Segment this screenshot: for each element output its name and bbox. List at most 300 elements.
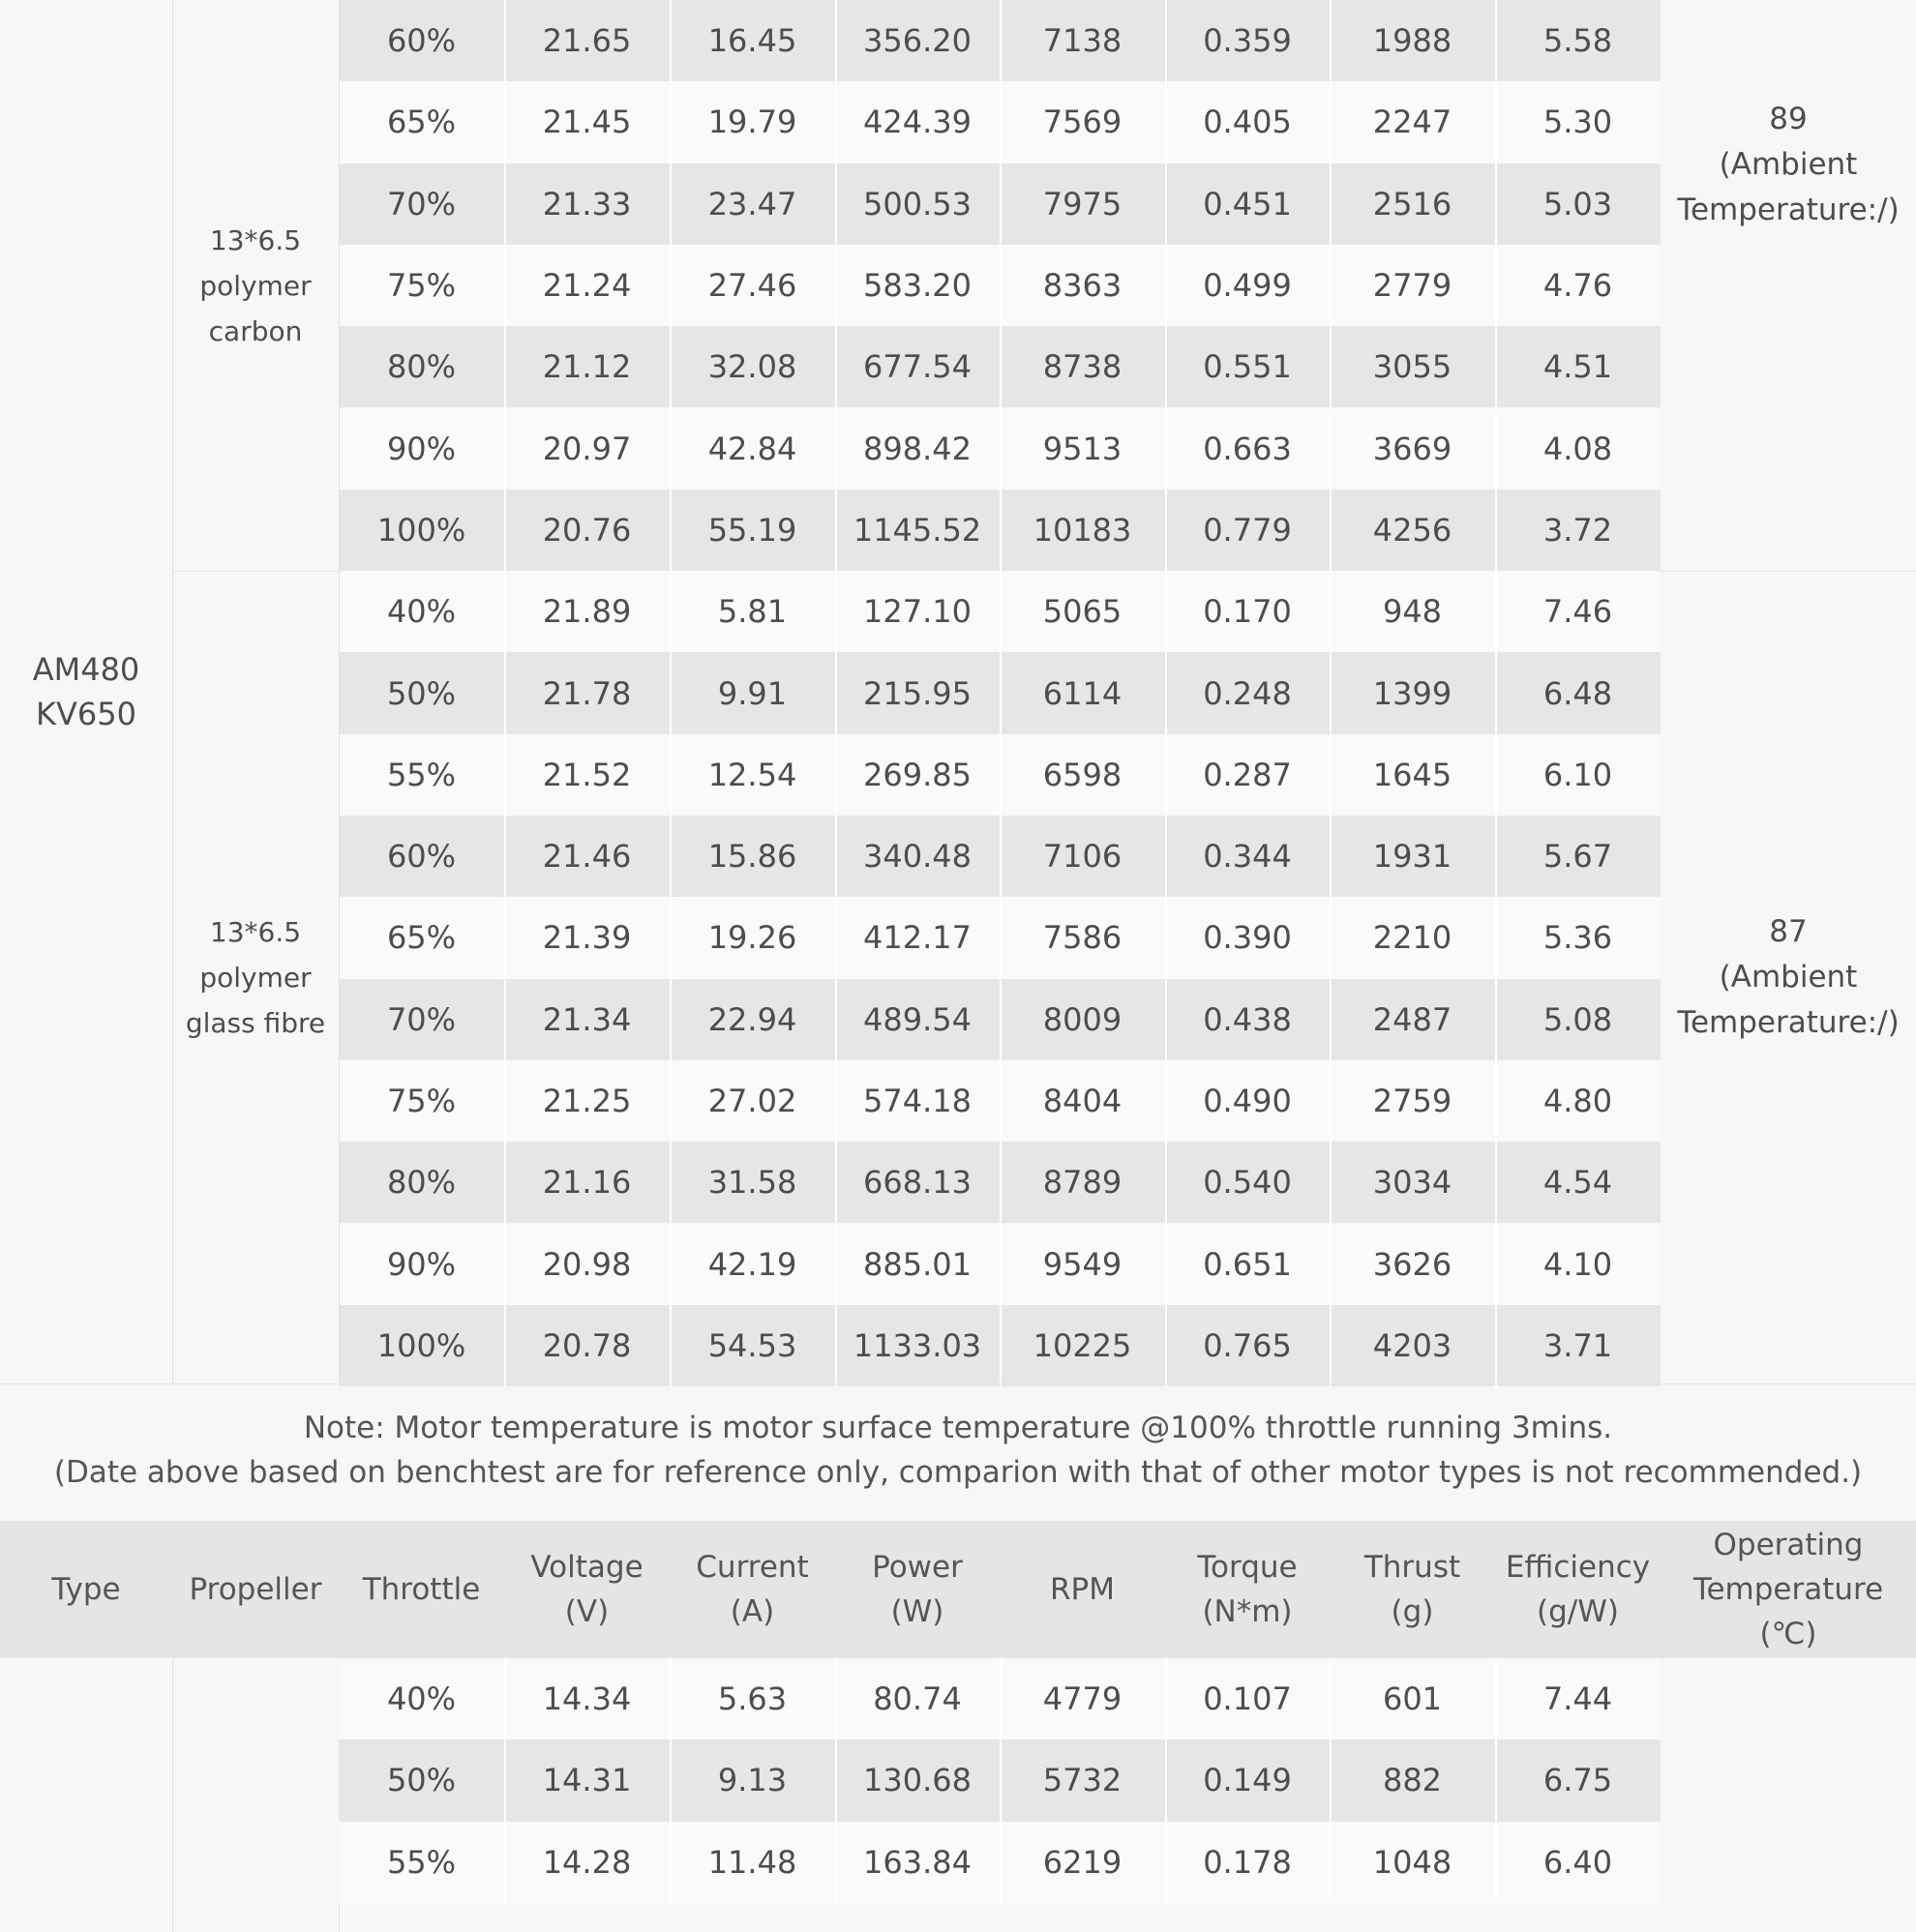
column-separator [670, 1060, 672, 1142]
thrust-cell: 2487 [1372, 1000, 1452, 1038]
thrust-cell: 882 [1382, 1762, 1443, 1799]
column-separator [1165, 408, 1167, 490]
column-separator [670, 163, 672, 245]
column-separator [1495, 734, 1497, 816]
column-separator [1000, 734, 1002, 816]
column-separator [1165, 897, 1167, 978]
column-separator [1330, 326, 1332, 407]
column-separator [670, 408, 672, 490]
header-thrust: Thrust (g) [1363, 1550, 1461, 1629]
power-cell: 489.54 [863, 1000, 972, 1038]
voltage-cell: 21.46 [542, 838, 632, 876]
torque-cell: 0.499 [1203, 267, 1292, 305]
column-separator [670, 245, 672, 326]
column-separator [1330, 0, 1332, 81]
column-separator [1165, 652, 1167, 733]
operating-temperature-carbon: 89 (Ambient Temperature:/) [1677, 101, 1900, 227]
voltage-cell: 21.78 [542, 674, 632, 712]
note-line-1: Note: Motor temperature is motor surface temperature @100% throttle running 3mins. [303, 1411, 1613, 1445]
throttle-cell: 80% [386, 1164, 457, 1202]
header-current: Current (A) [696, 1550, 809, 1629]
column-separator [1495, 1739, 1497, 1821]
voltage-cell: 21.52 [542, 756, 632, 793]
column-separator [835, 1739, 837, 1821]
power-cell: 412.17 [863, 919, 972, 957]
column-separator [670, 897, 672, 978]
column-separator [504, 1060, 506, 1142]
column-separator [1330, 571, 1332, 652]
column-separator [1495, 1224, 1497, 1305]
motor-type-label: AM480 KV650 [32, 651, 140, 732]
column-separator [504, 734, 506, 816]
column-separator [835, 245, 837, 326]
throttle-cell: 60% [386, 22, 457, 60]
torque-cell: 0.779 [1203, 511, 1292, 549]
power-cell: 130.68 [863, 1762, 972, 1799]
voltage-cell: 20.97 [542, 430, 632, 467]
column-separator [835, 1060, 837, 1142]
rpm-cell: 8009 [1042, 1000, 1123, 1038]
column-separator [1330, 979, 1332, 1060]
column-separator [835, 1224, 837, 1305]
throttle-cell: 50% [386, 1762, 457, 1799]
divider-lower-type-column [172, 1658, 173, 1932]
column-separator [504, 1658, 506, 1739]
column-separator [1330, 734, 1332, 816]
current-cell: 55.19 [707, 511, 797, 549]
rpm-cell: 9513 [1042, 430, 1123, 467]
efficiency-cell: 3.72 [1542, 511, 1613, 549]
power-cell: 80.74 [873, 1680, 962, 1718]
current-cell: 32.08 [707, 348, 797, 386]
column-separator [1330, 652, 1332, 733]
current-cell: 12.54 [707, 756, 797, 793]
column-separator [1165, 1822, 1167, 1903]
rpm-cell: 7586 [1042, 919, 1123, 957]
column-separator [1330, 1658, 1332, 1739]
column-separator [504, 163, 506, 245]
column-separator [1165, 1060, 1167, 1142]
header-operating-temperature: Operating Temperature (℃) [1692, 1528, 1884, 1651]
column-separator [835, 897, 837, 978]
column-separator [835, 652, 837, 733]
column-separator [1330, 245, 1332, 326]
column-separator [504, 571, 506, 652]
current-cell: 11.48 [707, 1843, 797, 1881]
rpm-cell: 7975 [1042, 185, 1123, 223]
voltage-cell: 21.39 [542, 919, 632, 957]
divider-propeller-groups [172, 571, 339, 572]
column-separator [670, 1739, 672, 1821]
efficiency-cell: 4.76 [1542, 267, 1613, 305]
column-separator [504, 245, 506, 326]
column-separator [1495, 816, 1497, 897]
thrust-cell: 3055 [1372, 348, 1452, 386]
column-separator [670, 1142, 672, 1223]
column-separator [1000, 571, 1002, 652]
column-separator [1000, 1305, 1002, 1386]
column-separator [504, 979, 506, 1060]
throttle-cell: 90% [386, 430, 457, 467]
column-separator [1330, 816, 1332, 897]
power-cell: 574.18 [863, 1083, 972, 1120]
column-separator [504, 326, 506, 407]
column-separator [504, 897, 506, 978]
efficiency-cell: 6.10 [1542, 756, 1613, 793]
thrust-cell: 1399 [1372, 674, 1452, 712]
torque-cell: 0.149 [1203, 1762, 1292, 1799]
rpm-cell: 8404 [1042, 1083, 1123, 1120]
power-cell: 163.84 [863, 1843, 972, 1881]
column-separator [1165, 0, 1167, 81]
power-cell: 269.85 [863, 756, 972, 793]
thrust-cell: 1931 [1372, 838, 1452, 876]
current-cell: 19.79 [707, 104, 797, 141]
rpm-cell: 5732 [1042, 1762, 1123, 1799]
torque-cell: 0.248 [1203, 674, 1292, 712]
column-separator [1000, 0, 1002, 81]
column-separator [1165, 326, 1167, 407]
column-separator [835, 571, 837, 652]
column-separator [835, 326, 837, 407]
header-torque: Torque (N*m) [1197, 1550, 1298, 1629]
current-cell: 9.13 [717, 1762, 788, 1799]
column-separator [1000, 245, 1002, 326]
column-separator [504, 1739, 506, 1821]
efficiency-cell: 5.08 [1542, 1000, 1613, 1038]
column-separator [504, 1822, 506, 1903]
column-separator [1165, 490, 1167, 571]
column-separator [670, 326, 672, 407]
power-cell: 898.42 [863, 430, 972, 467]
column-separator [670, 1822, 672, 1903]
column-separator [1000, 1739, 1002, 1821]
thrust-cell: 2210 [1372, 919, 1452, 957]
rpm-cell: 8363 [1042, 267, 1123, 305]
current-cell: 31.58 [707, 1164, 797, 1202]
thrust-cell: 948 [1382, 593, 1443, 631]
column-separator [835, 490, 837, 571]
throttle-cell: 80% [386, 348, 457, 386]
column-separator [835, 1658, 837, 1739]
voltage-cell: 21.34 [542, 1000, 632, 1038]
propeller-label-glass-fibre: 13*6.5 polymer glass fibre [185, 915, 326, 1039]
column-separator [1165, 163, 1167, 245]
power-cell: 424.39 [863, 104, 972, 141]
current-cell: 15.86 [707, 838, 797, 876]
column-separator [1165, 1305, 1167, 1386]
throttle-cell: 60% [386, 838, 457, 876]
column-separator [1165, 979, 1167, 1060]
voltage-cell: 20.78 [542, 1326, 632, 1364]
torque-cell: 0.178 [1203, 1843, 1292, 1881]
voltage-cell: 21.45 [542, 104, 632, 141]
power-cell: 583.20 [863, 267, 972, 305]
propeller-label-carbon: 13*6.5 polymer carbon [199, 223, 312, 347]
current-cell: 16.45 [707, 22, 797, 60]
efficiency-cell: 4.10 [1542, 1245, 1613, 1283]
column-separator [1330, 897, 1332, 978]
rpm-cell: 10225 [1033, 1326, 1132, 1364]
throttle-cell: 75% [386, 267, 457, 305]
rpm-cell: 5065 [1042, 593, 1123, 631]
column-separator [1330, 163, 1332, 245]
throttle-cell: 90% [386, 1245, 457, 1283]
column-separator [835, 734, 837, 816]
torque-cell: 0.405 [1203, 104, 1292, 141]
column-separator [1000, 897, 1002, 978]
header-efficiency: Efficiency (g/W) [1505, 1550, 1651, 1629]
efficiency-cell: 3.71 [1542, 1326, 1613, 1364]
voltage-cell: 20.76 [542, 511, 632, 549]
header-propeller: Propeller [189, 1572, 322, 1607]
column-separator [1000, 816, 1002, 897]
current-cell: 42.84 [707, 430, 797, 467]
efficiency-cell: 5.36 [1542, 919, 1613, 957]
column-separator [504, 652, 506, 733]
current-cell: 5.81 [717, 593, 788, 631]
divider-temperature-groups [1661, 571, 1916, 572]
rpm-cell: 7106 [1042, 838, 1123, 876]
column-separator [1330, 1224, 1332, 1305]
column-separator [1000, 1224, 1002, 1305]
torque-cell: 0.359 [1203, 22, 1292, 60]
column-separator [835, 0, 837, 81]
column-separator [670, 1224, 672, 1305]
power-cell: 215.95 [863, 674, 972, 712]
column-separator [1495, 1142, 1497, 1223]
power-cell: 668.13 [863, 1164, 972, 1202]
throttle-cell: 40% [386, 593, 457, 631]
throttle-cell: 50% [386, 674, 457, 712]
column-separator [1330, 490, 1332, 571]
column-separator [670, 979, 672, 1060]
column-separator [670, 490, 672, 571]
column-separator [1165, 81, 1167, 163]
thrust-cell: 2247 [1372, 104, 1452, 141]
column-separator [1330, 1060, 1332, 1142]
torque-cell: 0.765 [1203, 1326, 1292, 1364]
header-throttle: Throttle [362, 1572, 481, 1607]
header-type: Type [51, 1572, 121, 1607]
column-separator [670, 1658, 672, 1739]
voltage-cell: 21.16 [542, 1164, 632, 1202]
column-separator [1000, 81, 1002, 163]
column-separator [835, 408, 837, 490]
column-separator [1495, 490, 1497, 571]
column-separator [1495, 0, 1497, 81]
torque-cell: 0.663 [1203, 430, 1292, 467]
throttle-cell: 100% [376, 511, 466, 549]
column-separator [1330, 408, 1332, 490]
throttle-cell: 55% [386, 1843, 457, 1881]
voltage-cell: 14.31 [542, 1762, 632, 1799]
column-separator [670, 571, 672, 652]
column-separator [835, 816, 837, 897]
column-separator [1495, 979, 1497, 1060]
column-separator [1165, 245, 1167, 326]
column-separator [504, 81, 506, 163]
rpm-cell: 7138 [1042, 22, 1123, 60]
column-separator [1000, 1822, 1002, 1903]
efficiency-cell: 7.46 [1542, 593, 1613, 631]
voltage-cell: 21.12 [542, 348, 632, 386]
torque-cell: 0.451 [1203, 185, 1292, 223]
column-separator [835, 1822, 837, 1903]
torque-cell: 0.651 [1203, 1245, 1292, 1283]
rpm-cell: 6219 [1042, 1843, 1123, 1881]
efficiency-cell: 6.48 [1542, 674, 1613, 712]
throttle-cell: 100% [376, 1326, 466, 1364]
column-separator [1165, 734, 1167, 816]
throttle-cell: 65% [386, 919, 457, 957]
note-line-2: (Date above based on benchtest are for reference only, comparion with that of other motor types is not recommended.) [53, 1455, 1863, 1490]
current-cell: 9.91 [717, 674, 788, 712]
thrust-cell: 1988 [1372, 22, 1452, 60]
divider-propeller-column [339, 0, 340, 1383]
rpm-cell: 8738 [1042, 348, 1123, 386]
voltage-cell: 20.98 [542, 1245, 632, 1283]
column-separator [504, 1305, 506, 1386]
column-separator [504, 1142, 506, 1223]
column-separator [835, 979, 837, 1060]
rpm-cell: 9549 [1042, 1245, 1123, 1283]
column-separator [1165, 571, 1167, 652]
throttle-cell: 70% [386, 185, 457, 223]
power-cell: 1133.03 [853, 1326, 982, 1364]
thrust-cell: 2759 [1372, 1083, 1452, 1120]
column-separator [1165, 1739, 1167, 1821]
rpm-cell: 6598 [1042, 756, 1123, 793]
column-separator [1495, 408, 1497, 490]
column-separator [1330, 1305, 1332, 1386]
column-separator [1495, 163, 1497, 245]
torque-cell: 0.540 [1203, 1164, 1292, 1202]
efficiency-cell: 5.30 [1542, 104, 1613, 141]
column-separator [504, 0, 506, 81]
divider-upper-table-bottom [0, 1383, 1916, 1384]
column-separator [670, 81, 672, 163]
column-separator [1495, 1658, 1497, 1739]
current-cell: 5.63 [717, 1680, 788, 1718]
power-cell: 677.54 [863, 348, 972, 386]
column-separator [1000, 326, 1002, 407]
thrust-cell: 3669 [1372, 430, 1452, 467]
column-separator [1495, 897, 1497, 978]
column-separator [1495, 1060, 1497, 1142]
throttle-cell: 40% [386, 1680, 457, 1718]
column-separator [1000, 490, 1002, 571]
column-separator [670, 652, 672, 733]
efficiency-cell: 5.58 [1542, 22, 1613, 60]
voltage-cell: 21.89 [542, 593, 632, 631]
throttle-cell: 65% [386, 104, 457, 141]
rpm-cell: 7569 [1042, 104, 1123, 141]
efficiency-cell: 7.44 [1542, 1680, 1613, 1718]
power-cell: 127.10 [863, 593, 972, 631]
torque-cell: 0.170 [1203, 593, 1292, 631]
column-separator [1000, 163, 1002, 245]
column-separator [1000, 1142, 1002, 1223]
power-cell: 500.53 [863, 185, 972, 223]
power-cell: 885.01 [863, 1245, 972, 1283]
column-separator [1330, 1142, 1332, 1223]
column-separator [670, 1305, 672, 1386]
throttle-cell: 75% [386, 1083, 457, 1120]
current-cell: 23.47 [707, 185, 797, 223]
efficiency-cell: 4.51 [1542, 348, 1613, 386]
torque-cell: 0.390 [1203, 919, 1292, 957]
current-cell: 42.19 [707, 1245, 797, 1283]
voltage-cell: 14.34 [542, 1680, 632, 1718]
column-separator [835, 1305, 837, 1386]
rpm-cell: 4779 [1042, 1680, 1123, 1718]
thrust-cell: 1645 [1372, 756, 1452, 793]
column-separator [504, 1224, 506, 1305]
power-cell: 1145.52 [853, 511, 982, 549]
torque-cell: 0.551 [1203, 348, 1292, 386]
rpm-cell: 6114 [1042, 674, 1123, 712]
column-separator [1000, 1658, 1002, 1739]
column-separator [1000, 979, 1002, 1060]
thrust-cell: 3626 [1372, 1245, 1452, 1283]
efficiency-cell: 6.75 [1542, 1762, 1613, 1799]
column-separator [835, 1142, 837, 1223]
power-cell: 340.48 [863, 838, 972, 876]
voltage-cell: 21.24 [542, 267, 632, 305]
thrust-cell: 3034 [1372, 1164, 1452, 1202]
column-separator [504, 490, 506, 571]
column-separator [1495, 245, 1497, 326]
column-separator [1495, 1305, 1497, 1386]
column-separator [1165, 1224, 1167, 1305]
power-cell: 356.20 [863, 22, 972, 60]
column-separator [1495, 81, 1497, 163]
column-separator [670, 0, 672, 81]
efficiency-cell: 6.40 [1542, 1843, 1613, 1881]
column-separator [835, 163, 837, 245]
thrust-cell: 601 [1382, 1680, 1443, 1718]
column-separator [1165, 1658, 1167, 1739]
header-power: Power (W) [872, 1550, 963, 1629]
column-separator [504, 408, 506, 490]
column-separator [504, 816, 506, 897]
column-separator [1000, 1060, 1002, 1142]
torque-cell: 0.287 [1203, 756, 1292, 793]
column-separator [1165, 1142, 1167, 1223]
column-separator [1495, 571, 1497, 652]
efficiency-cell: 4.80 [1542, 1083, 1613, 1120]
column-separator [835, 81, 837, 163]
efficiency-cell: 5.67 [1542, 838, 1613, 876]
current-cell: 22.94 [707, 1000, 797, 1038]
voltage-cell: 21.65 [542, 22, 632, 60]
torque-cell: 0.107 [1203, 1680, 1292, 1718]
voltage-cell: 14.28 [542, 1843, 632, 1881]
column-separator [670, 734, 672, 816]
efficiency-cell: 4.54 [1542, 1164, 1613, 1202]
throttle-cell: 70% [386, 1000, 457, 1038]
header-rpm: RPM [1050, 1572, 1115, 1607]
column-separator [1165, 816, 1167, 897]
column-separator [1330, 1739, 1332, 1821]
thrust-cell: 2779 [1372, 267, 1452, 305]
efficiency-cell: 4.08 [1542, 430, 1613, 467]
thrust-cell: 1048 [1372, 1843, 1452, 1881]
voltage-cell: 21.33 [542, 185, 632, 223]
current-cell: 27.46 [707, 267, 797, 305]
efficiency-cell: 5.03 [1542, 185, 1613, 223]
